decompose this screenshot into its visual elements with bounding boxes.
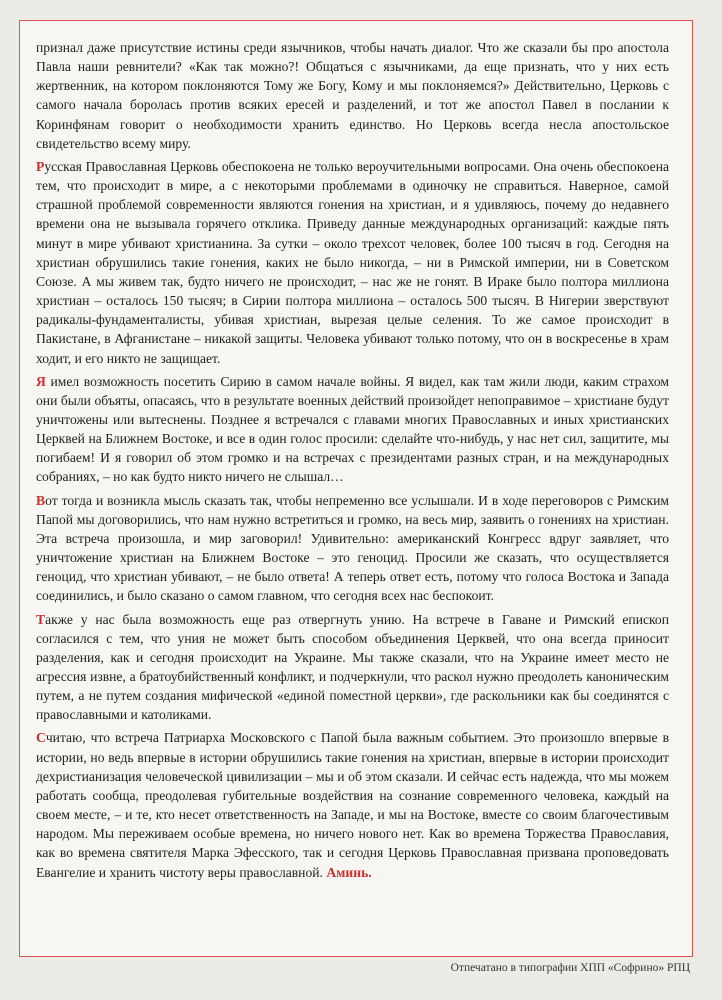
paragraph-text: усская Православная Церковь обеспокоена не только вероучительными вопросами. Она очень обеспокоена тем, что происходит в мире, а с некоторыми проблемами в одиночку не справиться. Наверное, самой страшной проблемой современности являются гонения на христиан, и я удивляюсь, почему до недавнего времени она не вызывала горячего отклика. Приведу данные международных организаций: каждые пять минут в мире убивают христианина. За сутки – около трехсот человек, более 100 тысяч в год. Сегодня на христиан обрушились такие гонения, каких не было никогда, – ни в Римской империи, ни в Советском Союзе. А мы живем так, будто ничего не происходит, – нас же не гонят. В Ираке было полтора миллиона христиан – осталось 150 тысяч; в Сирии полтора миллиона – осталось 500 тысяч. В Нигерии зверствуют радикалы-фундаменталисты, убивая христиан, вырезая целые селения. То же самое происходит в Пакистане, в Афганистане – никакой защиты. Человека убивают только потому, что он в воскресенье в храм ходит, и его никто не защищает. <box>36 158 669 366</box>
paragraph-5 <box>36 610 669 725</box>
paragraph-1 <box>36 38 669 153</box>
drop-cap: Р <box>36 158 45 174</box>
paragraph-text: от тогда и возникла мысль сказать так, чтобы непременно все услышали. И в ходе переговоров с Римским Папой мы договорились, что нам нужно встретиться и громко, на весь мир, заявить о гонениях на христиан. Эта встреча произошла, и мир заговорил! Удивительно: американский Конгресс вдруг заявляет, что уничтожение христиан на Ближнем Востоке – это геноцид. Просили же сказать, что осуществляется геноцид, что христиан убивают, – не было ответа! А теперь ответ есть, потому что голоса Востока и Запада соединились, и было сказано о самом главном, что сегодня всех нас беспокоит. <box>36 492 669 604</box>
paragraph-3 <box>36 372 669 487</box>
paragraph-2 <box>36 157 669 368</box>
drop-cap: В <box>36 492 46 508</box>
drop-cap: С <box>36 730 46 746</box>
paragraph-6 <box>36 728 669 881</box>
article-body <box>36 38 669 886</box>
paragraph-text: акже у нас была возможность еще раз отвергнуть унию. На встрече в Гаване и Римский епископ согласился с тем, что уния не может быть способом объединения Церквей, что она всегда приносит разделения, как и сегодня происходит на Украине. Мы также сказали, что на Украине имеет место не агрессия извне, а братоубийственный конфликт, и подчеркнули, что раскол нужно преодолеть каноническим путем, а не путем создания мифической «единой поместной церкви», где раскольники как бы соединятся с православными и католиками. <box>36 611 669 723</box>
paragraph-text: читаю, что встреча Патриарха Московского с Папой была важным событием. Это произошло впервые в истории, но ведь впервые в истории обрушились такие гонения на христиан, впервые в истории происходит дехристианизация человеческой цивилизации – мы и об этом сказали. И сейчас есть надежда, что мы можем работать сообща, преодолевая губительные воздействия на сознание современного человека, каждый на своем месте, – и те, кто несет ответственность на Западе, и мы на Востоке, вместе со своим благочестивым народом. Мы переживаем особые времена, но ничего нового нет. Как во времена Торжества Православия, как во времена святителя Марка Эфесского, так и сегодня Церковь Православная призвана проповедовать Евангелие и хранить чистоту веры православной. <box>36 730 669 880</box>
drop-cap: Я <box>36 373 46 389</box>
paragraph-text: признал даже присутствие истины среди язычников, чтобы начать диалог. Что же сказали бы про апостола Павла наши ревнители? «Как так можно?! Общаться с язычниками, да еще признать, что у них есть жертвенник, на котором поклоняются Тому же Богу, Кому и мы поклоняемся?» Действительно, Церковь с самого начала боролась против всяких ересей и разделений, и тот же апостол Павел в послании к Коринфянам говорит о необходимости хранить единство. Но Церковь всегда несла апостольское свидетельство всему миру. <box>36 40 669 151</box>
printer-imprint: Отпечатано в типографии ХПП «Софрино» РПЦ <box>450 962 690 974</box>
paragraph-text: имел возможность посетить Сирию в самом начале войны. Я видел, как там жили люди, каким страхом они были объяты, опасаясь, что в результате военных действий произойдет непоправимое – христиане будут уничтожены или вытеснены. Позднее я встречался с главами многих Православных и иных христианских Церквей на Ближнем Востоке, и все в один голос просили: сделайте что-нибудь, у нас нет сил, защитите, мы погибаем! И я говорил об этом громко и на встречах с президентами разных стран, и на международных собраниях, – но как будто никто ничего не слышал… <box>36 373 669 485</box>
paragraph-4 <box>36 491 669 606</box>
drop-cap: Т <box>36 611 46 627</box>
closing-amen: Аминь. <box>326 864 372 880</box>
